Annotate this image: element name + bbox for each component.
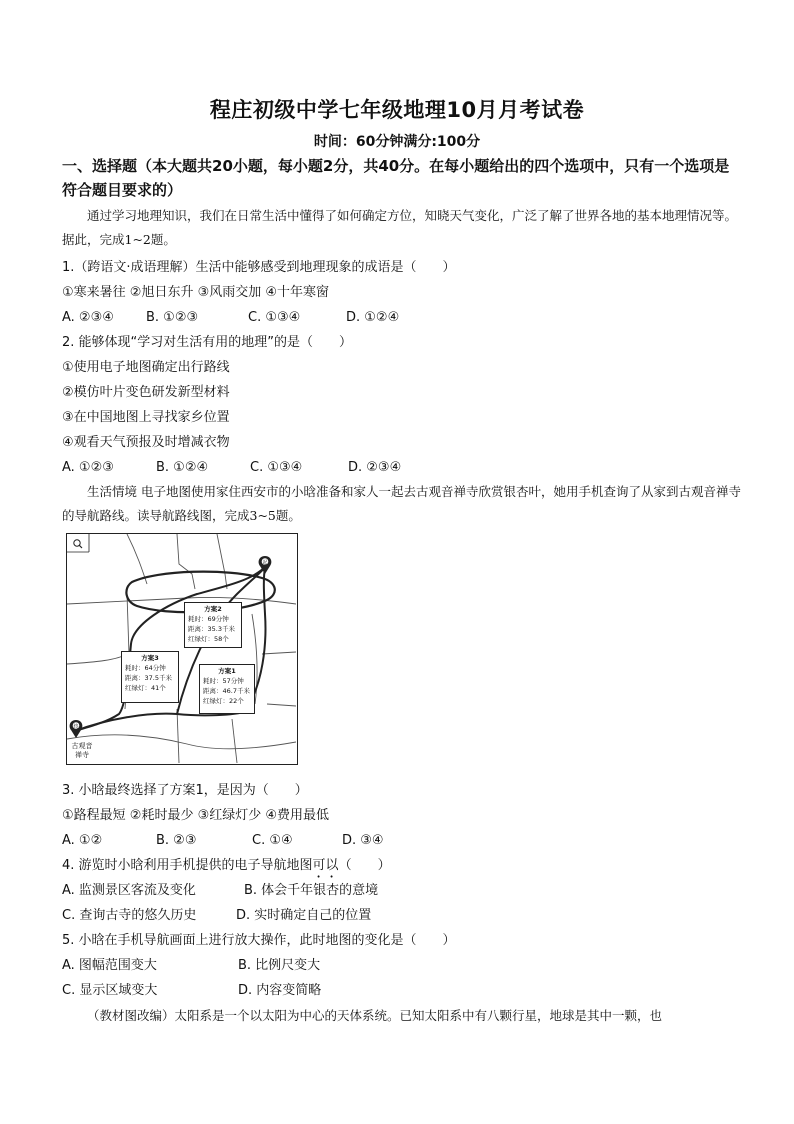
option-c[interactable]: C. 显示区域变大: [62, 983, 158, 998]
section-heading: 一、选择题（本大题共20小题，每小题2分，共40分。在每小题给出的四个选项中，只有一个选项是符合题目要求的）: [62, 157, 730, 199]
question-4-options-row-2: [62, 906, 371, 926]
question-5-options-row-1: [62, 956, 320, 976]
plan-2-lights: 红绿灯：58个: [188, 635, 229, 643]
question-4-emphasis: 可以: [312, 858, 339, 873]
option-a[interactable]: A. 图幅范围变大: [62, 958, 157, 973]
option-c[interactable]: C. ①③④: [250, 460, 303, 475]
plan-2-title: 方案2: [204, 605, 222, 613]
plan-2-distance: 距离：35.3千米: [188, 625, 235, 633]
option-b[interactable]: B. 比例尺变大: [238, 958, 321, 973]
option-d[interactable]: D. 内容变简略: [238, 983, 322, 998]
question-1-options: [62, 308, 399, 328]
question-4-options-row-1: [62, 881, 378, 901]
option-a[interactable]: A. ②③④: [62, 310, 114, 325]
option-b[interactable]: B. 体会千年银杏的意境: [244, 883, 379, 898]
question-2-item-4: ④观看天气预报及时增减衣物: [62, 435, 230, 450]
plan-2-time: 耗时：69分钟: [188, 615, 229, 623]
question-2-item-2: ②模仿叶片变色研发新型材料: [62, 385, 230, 400]
option-d[interactable]: D. ②③④: [348, 460, 402, 475]
option-a[interactable]: A. ①②③: [62, 460, 114, 475]
option-d[interactable]: D. ③④: [342, 833, 384, 848]
plan-3-info-box[interactable]: [121, 651, 179, 703]
destination-label: [67, 742, 97, 760]
plan-3-lights: 红绿灯：41个: [125, 684, 166, 692]
question-3-stem: 3. 小晗最终选择了方案1，是因为（ ）: [62, 783, 308, 798]
intro-paragraph-1: 通过学习地理知识，我们在日常生活中懂得了如何确定方位，知晓天气变化，广泛了解了世界各地的基本地理情况等。据此，完成1~2题。: [62, 208, 738, 247]
question-4-stem: [62, 856, 391, 881]
plan-3-distance: 距离：37.5千米: [125, 674, 172, 682]
search-icon: [74, 540, 82, 548]
intro-paragraph-3: （教材图改编）太阳系是一个以太阳为中心的天体系统。已知太阳系中有八颗行星，地球是其中一颗，也: [87, 1008, 663, 1023]
plan-1-lights: 红绿灯：22个: [203, 697, 244, 705]
destination-label-line-1: 古观音: [71, 742, 93, 750]
plan-3-time: 耗时：64分钟: [125, 664, 166, 672]
plan-1-distance: 距离：46.7千米: [203, 687, 250, 695]
plan-1-time: 耗时：57分钟: [203, 677, 244, 685]
question-1-items: ①寒来暑往 ②旭日东升 ③风雨交加 ④十年寒窗: [62, 285, 330, 300]
option-c[interactable]: C. ①④: [252, 833, 293, 848]
destination-marker-icon: [70, 720, 83, 738]
intro-paragraph-2: 生活情境 电子地图使用家住西安市的小晗准备和家人一起去古观音禅寺欣赏银杏叶，她用手机查询了从家到古观音禅寺的导航路线。读导航路线图，完成3~5题。: [62, 484, 741, 523]
option-b[interactable]: B. ①②④: [156, 460, 209, 475]
option-c[interactable]: C. 查询古寺的悠久历史: [62, 908, 197, 923]
question-1-stem: 1.（跨语文·成语理解）生活中能够感受到地理现象的成语是（ ）: [62, 260, 456, 275]
navigation-route-map: [66, 533, 298, 765]
route-map-graphic: [67, 534, 296, 763]
plan-2-info-box[interactable]: [184, 602, 242, 648]
question-2-item-1: ①使用电子地图确定出行路线: [62, 360, 230, 375]
option-d[interactable]: D. ①②④: [346, 310, 400, 325]
option-a[interactable]: A. 监测景区客流及变化: [62, 883, 196, 898]
page-title: 程庄初级中学七年级地理10月月考试卷: [209, 98, 585, 122]
question-5-options-row-2: [62, 981, 321, 1001]
start-marker-label: 起: [262, 560, 268, 566]
plan-3-title: 方案3: [141, 654, 159, 662]
question-2-stem: 2. 能够体现“学习对生活有用的地理”的是（ ）: [62, 335, 353, 350]
option-b[interactable]: B. ②③: [156, 833, 197, 848]
option-b[interactable]: B. ①②③: [146, 310, 199, 325]
option-d[interactable]: D. 实时确定自己的位置: [236, 908, 372, 923]
question-2-item-3: ③在中国地图上寻找家乡位置: [62, 410, 230, 425]
destination-label-line-2: 禅寺: [75, 751, 89, 759]
question-3-options: [62, 831, 384, 851]
question-4-stem-text: 4. 游览时小晗利用手机提供的电子导航地图: [62, 858, 313, 873]
question-3-items: ①路程最短 ②耗时最少 ③红绿灯少 ④费用最低: [62, 808, 330, 823]
exam-time-info: 时间：60分钟满分:100分: [313, 134, 481, 150]
plan-1-info-box[interactable]: [199, 664, 255, 714]
end-marker-label: 终: [73, 724, 79, 730]
question-4-bracket: （ ）: [338, 858, 391, 873]
plan-1-title: 方案1: [218, 667, 236, 675]
question-2-options: [62, 458, 401, 478]
option-c[interactable]: C. ①③④: [248, 310, 301, 325]
question-5-stem: 5. 小晗在手机导航画面上进行放大操作，此时地图的变化是（ ）: [62, 933, 456, 948]
option-a[interactable]: A. ①②: [62, 833, 103, 848]
